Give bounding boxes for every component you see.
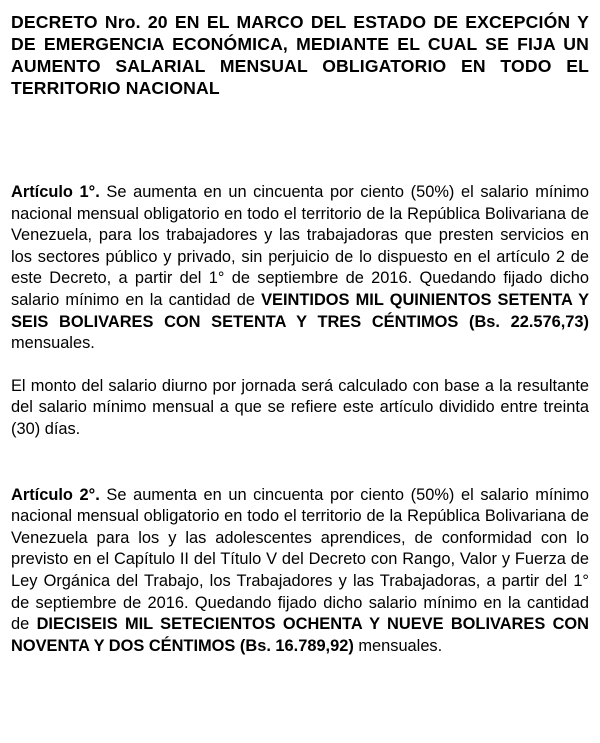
article-2-amount-figure: (Bs. 16.789,92): [239, 636, 354, 655]
article-1-amount-words: VEINTIDOS MIL QUINIENTOS SETENTA Y SEIS BOLIVARES CON SETENTA Y TRES CÉNTIMOS: [11, 290, 589, 331]
article-2-text: Se aumenta en un cincuenta por ciento (50%) el salario mínimo nacional mensual obligatorio en todo el territorio de la República Bolivariana de Venezuela para los y las adolescentes aprendices, de conformidad con lo previsto en el Capítulo II del Título V del Decreto con Rango, Valor y Fuerza de Ley Orgánica del Trabajo, los Trabajadores y las Trabajadoras, a partir del 1° de septiembre de 2016. Quedando fijado dicho salario mínimo en la cantidad de: [11, 485, 590, 634]
article-2: [11, 485, 589, 658]
decree-title: DECRETO Nro. 20 EN EL MARCO DEL ESTADO DE EXCEPCIÓN Y DE EMERGENCIA ECONÓMICA, MEDIANTE EL CUAL SE FIJA UN AUMENTO SALARIAL MENSUAL OBLIGATORIO EN TODO EL TERRITORIO NACIONAL: [11, 12, 589, 98]
article-1-amount-figure: (Bs. 22.576,73): [469, 312, 589, 331]
article-2-amount-words: DIECISEIS MIL SETECIENTOS OCHENTA Y NUEVE BOLIVARES CON NOVENTA Y DOS CÉNTIMOS: [11, 615, 589, 655]
article-1-label: Artículo 1°.: [11, 183, 100, 201]
article-1: [11, 182, 589, 355]
article-1-text: Se aumenta en un cincuenta por ciento (50%) el salario mínimo nacional mensual obligatorio en todo el territorio de la República Bolivariana de Venezuela, para los trabajadores y las trabajadoras que presten servicios en los sectores público y privado, sin perjuicio de lo dispuesto en el artículo 2 de este Decreto, a partir del 1° de septiembre de 2016. Quedando fijado dicho salario mínimo en la cantidad de: [11, 183, 590, 309]
article-2-label: Artículo 2°.: [11, 485, 100, 504]
daily-salary-note: El monto del salario diurno por jornada será calculado con base a la resultante del salario mínimo mensual a que se refiere este artículo dividido entre treinta (30) días.: [11, 376, 589, 438]
article-1-suffix: mensuales.: [11, 334, 95, 353]
decree-document: [11, 11, 589, 657]
article-2-suffix: mensuales.: [353, 636, 443, 655]
